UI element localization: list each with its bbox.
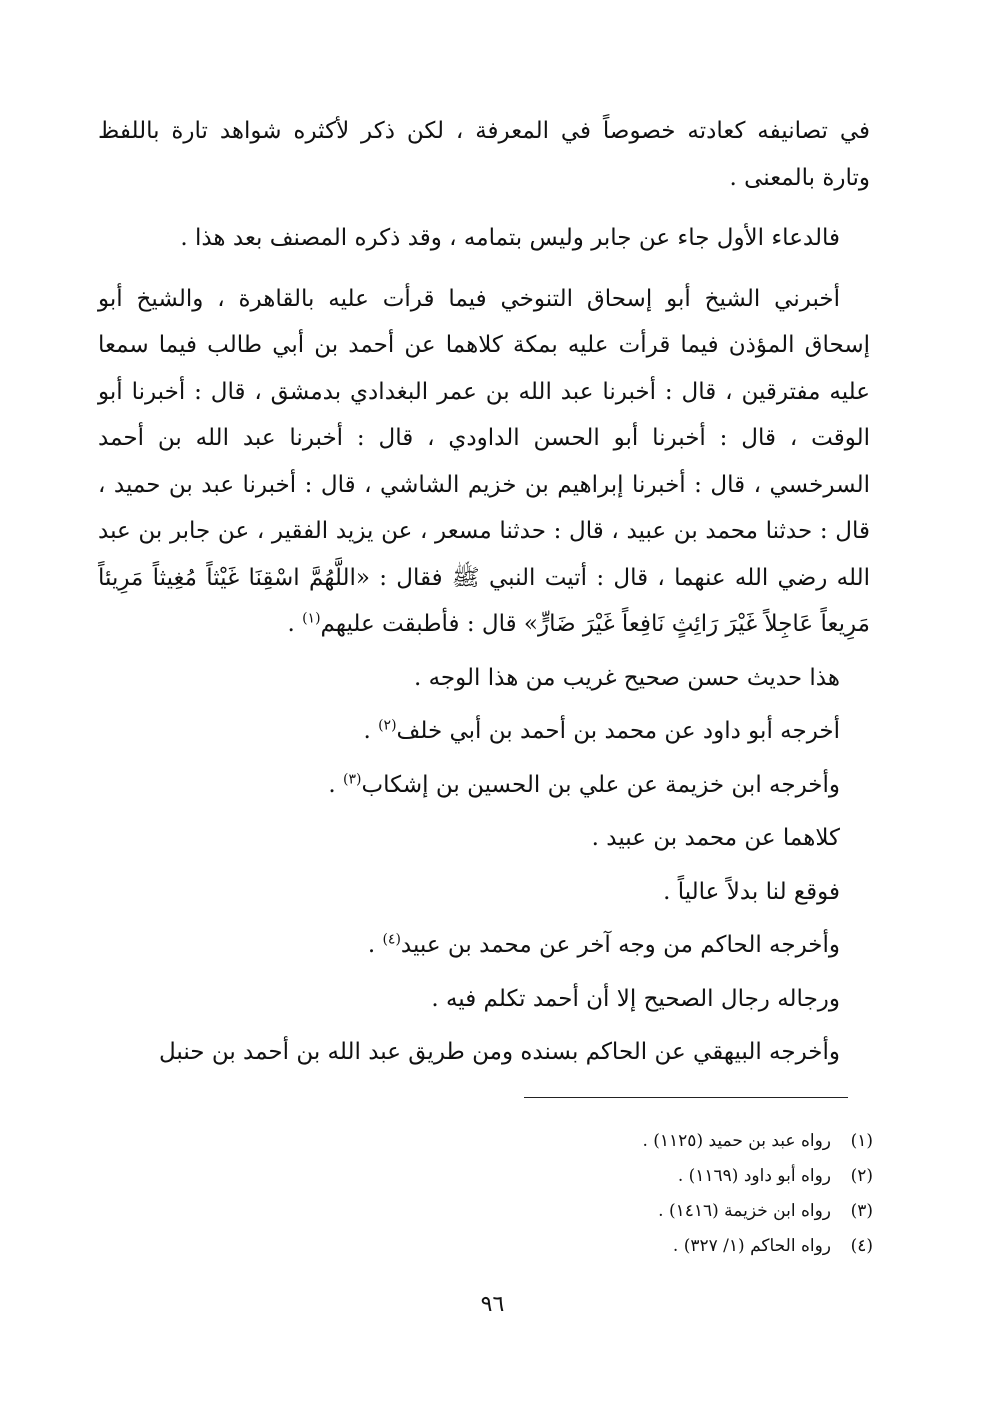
ibn-khuzayma-line [98,762,870,809]
isnad-text: أخبرني الشيخ أبو إسحاق التنوخي فيما قرأت عليه بالقاهرة ، والشيخ أبو إسحاق المؤذن فيما قرأت عليه بمكة كلاهما عن أحمد بن أبي طالب فيما سمعا عليه مفترقين ، قال : أخبرنا عبد الله بن عمر البغدادي بدمشق ، قال : أخبرنا أبو الوقت ، قال : أخبرنا أبو الحسن الداودي ، قال : أخبرنا عبد الله بن أحمد السرخسي ، قال : أخبرنا إبراهيم بن خزيم الشاشي ، قال : أخبرنا عبد بن حميد ، قال : حدثنا محمد بن عبيد ، قال : حدثنا مسعر ، عن يزيد الفقير ، عن جابر بن عبد الله رضي الله عنهما ، قال : أتيت النبي ﷺ فقال : «اللَّهُمَّ اسْقِنَا غَيْثاً مُغِيثاً مَرِيئاً مَرِيعاً عَاجِلاً غَيْرَ رَائِثٍ نَافِعاً غَيْرَ ضَارٍّ» قال : فأطبقت عليهم [98,285,870,637]
narrators-line: ورجاله رجال الصحيح إلا أن أحمد تكلم فيه . [431,985,840,1012]
grading-line: هذا حديث حسن صحيح غريب من هذا الوجه . [413,664,840,691]
footnote-ref-2: (٢) [378,717,397,734]
hakim-end: . [367,932,383,958]
footnote-text: رواه ابن خزيمة (١٤١٦) . [658,1201,831,1221]
footnote-number: (٢) [850,1166,873,1186]
footnote-text: رواه الحاكم (١/ ٣٢٧) . [672,1236,831,1256]
abu-dawud-line [98,708,870,755]
footnote-number: (٣) [850,1201,873,1221]
page-number: ٩٦ [480,1292,505,1317]
footnote-3 [473,1194,873,1229]
ibn-khuzayma-end: . [328,771,344,798]
hakim-line [98,922,870,969]
main-text [98,108,870,1076]
high-chain-line: فوقع لنا بدلاً عالياً . [663,878,840,905]
footnote-ref-4: (٤) [382,931,401,948]
paragraph-dua-note: فالدعاء الأول جاء عن جابر وليس بتمامه ، وقد ذكره المصنف بعد هذا . [180,225,840,251]
hakim-text: وأخرجه الحاكم من وجه آخر عن محمد بن عبيد [400,932,840,958]
footnote-ref-1: (١) [302,610,321,627]
footnote-number: (١) [850,1131,873,1151]
footnote-1 [473,1124,873,1159]
abu-dawud-end: . [363,718,379,744]
both-line: كلاهما عن محمد بن عبيد . [591,825,840,851]
paragraph-continuation: في تصانيفه كعادته خصوصاً في المعرفة ، لكن ذكر لأكثره شواهد تارة باللفظ وتارة بالمعنى . [98,118,870,191]
footnote-4 [473,1229,873,1264]
bayhaqi-line: وأخرجه البيهقي عن الحاكم بسنده ومن طريق عبد الله بن أحمد بن حنبل [158,1039,840,1065]
abu-dawud-text: أخرجه أبو داود عن محمد بن أحمد بن أبي خلف [396,718,840,744]
footnote-ref-3: (٣) [343,770,362,787]
footnote-text: رواه عبد بن حميد (١١٢٥) . [642,1131,831,1151]
paragraph-isnad [98,276,870,648]
footnote-separator [524,1097,848,1098]
ibn-khuzayma-text: وأخرجه ابن خزيمة عن علي بن الحسين بن إشكاب [361,771,840,798]
footnote-2 [473,1159,873,1194]
isnad-end: . [287,611,295,637]
footnotes [473,1124,873,1264]
footnote-number: (٤) [850,1236,873,1256]
footnote-text: رواه أبو داود (١١٦٩) . [677,1166,831,1186]
